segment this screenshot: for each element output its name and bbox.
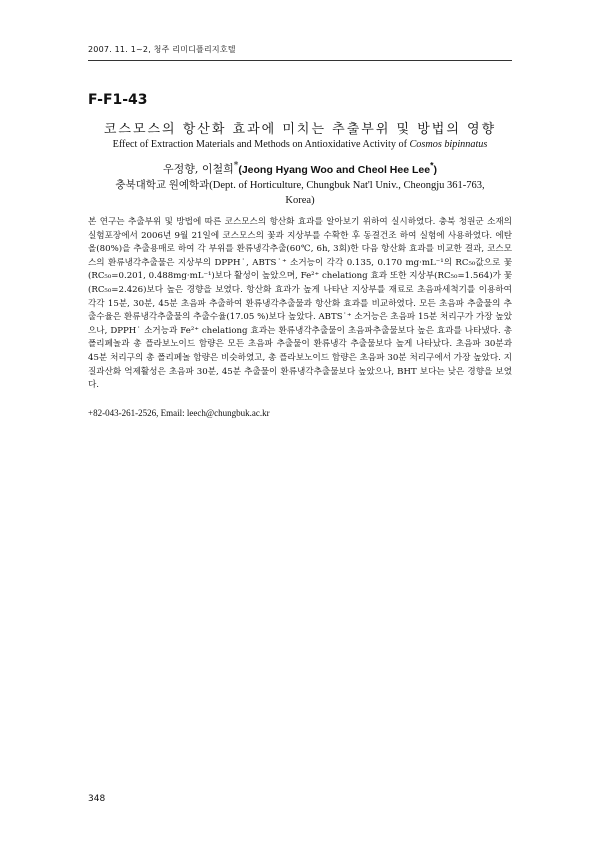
corresponding-mark-english: *	[430, 160, 434, 171]
abstract-id: F-F1-43	[88, 92, 148, 108]
title-english-prefix: Effect of Extraction Materials and Methods on Antioxidative Activity of	[112, 139, 407, 150]
authors	[88, 160, 512, 177]
page-number: 348	[88, 794, 106, 804]
affiliation-line-2: Korea)	[285, 195, 315, 206]
contact-email: leech@chungbuk.ac.kr	[186, 408, 270, 418]
title-english	[88, 139, 512, 150]
contact-phone: +82-043-261-2526,	[88, 408, 159, 418]
affiliation-line-1: 충북대학교 원예학과(Dept. of Horticulture, Chungbuk Nat'l Univ., Cheongju 361-763,	[115, 180, 485, 191]
corresponding-mark: *	[233, 160, 239, 171]
authors-english	[238, 160, 437, 176]
authors-english-close: )	[433, 163, 437, 176]
contact-line	[88, 408, 512, 418]
authors-english-names: (Jeong Hyang Woo and Cheol Hee Lee	[238, 163, 431, 176]
contact-email-label: Email:	[160, 408, 185, 418]
affiliation	[88, 178, 512, 208]
running-header: 2007. 11. 1~2, 청주 리미디플리지호텔	[88, 45, 236, 54]
header-rule	[88, 60, 512, 61]
authors-korean: 우정향, 이철희	[163, 162, 234, 176]
title-korean: 코스모스의 항산화 효과에 미치는 추출부위 및 방법의 영향	[103, 122, 497, 137]
abstract-body: 본 연구는 추출부위 및 방법에 따른 코스모스의 항산화 효과를 알아보기 위하여 실시하였다. 충북 청원군 소재의 실험포장에서 2006년 9월 21일에 코스모스의 꽃과 지상부를 수확한 후 동결건조 하여 실험에 사용하였다. 에탄올(80%)을 추출용매로 하여 각 부위를 환류냉각추출(60℃, 6h, 3회)한 다음 항산화 효과를 비교한 결과, 코스모스의 환류냉각추출물은 지상부의 DPPH˙, ABTS˙⁺ 소거능이 각각 0.135, 0.170 mg·mL⁻¹의 RC₅₀값으로 꽃(RC₅₀=0.201, 0.488mg·mL⁻¹)보다 활성이 높았으며, Fe²⁺ chelationg 효과 또한 지상부(RC₅₀=1.564)가 꽃(RC₅₀=2.426)보다 높은 경향을 보였다. 항산화 효과가 높게 나타난 지상부를 재료로 초음파세척기를 이용하여 각각 15분, 30분, 45분 초음파 추출하여 환류냉각추출물과 항산화 효과를 비교하였다. 모든 초음파 추출물의 추출수율은 환류냉각추출물의 추출수율(17.05 %)보다 높았다. ABTS˙⁺ 소거능은 초음파 15분 처리구가 가장 높았으나, DPPH˙ 소거능과 Fe²⁺ chelationg 효과는 환류냉각추출물이 초음파추출물보다 높은 효과를 나타냈다. 총 폴리페놀과 총 플라보노이드 함량은 모든 초음파 추출물이 환류냉각 추출물보다 높게 나타났다. 초음파 30분과 45분 처리구의 총 폴리페놀 함량은 비슷하였고, 총 플라보노이드 함량은 초음파 30분 처리구에서 가장 높았다. 지질과산화 억제활성은 초음파 30분, 45분 추출물이 환류냉각추출물보다 높았으나, BHT 보다는 낮은 경향을 보였다.	[88, 217, 512, 391]
title-english-species: Cosmos bipinnatus	[409, 139, 488, 150]
